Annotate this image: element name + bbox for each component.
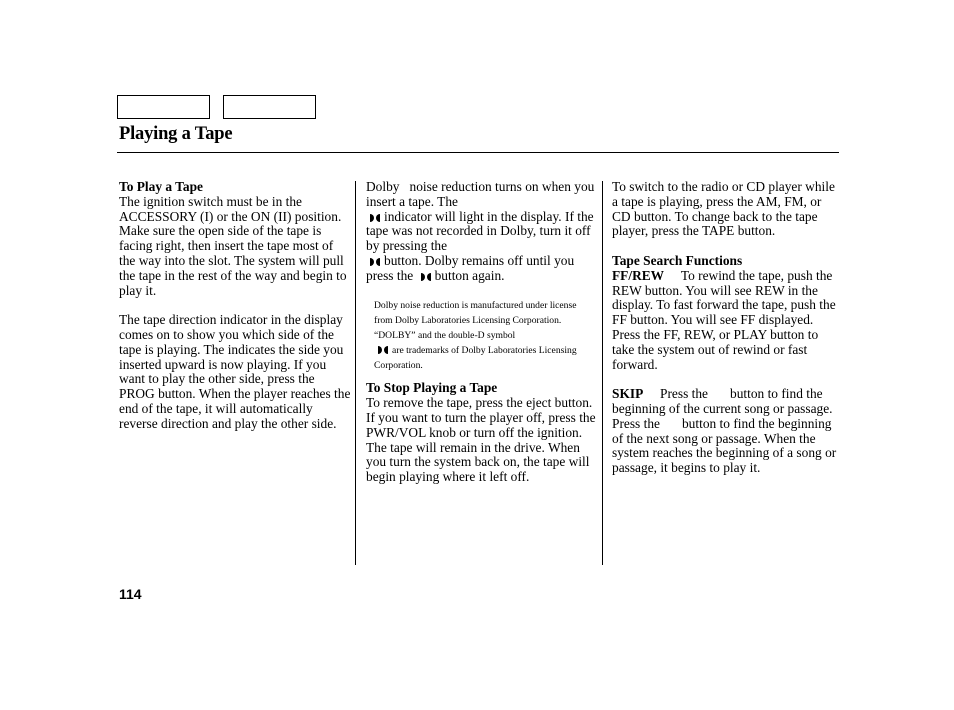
ffrew-label: FF/REW (612, 267, 665, 283)
page-title: Playing a Tape (119, 124, 233, 144)
play-tape-paragraph-1: The ignition switch must be in the ACCESSORY (I) or the ON (II) position. Make sure the open side of the tape is facing right, then insert the tape most of the way into the slot. The system will pull the tape in the rest of the way and begin to play it. (119, 193, 347, 298)
skip-paragraph: SKIP Press the button to find the beginning of the current song or passage. Press the button to find the beginning of the next song or passage. When the system reaches the beginning of a song or passage, it begins to play it. (612, 386, 837, 476)
page-number: 114 (119, 586, 142, 602)
play-tape-heading: To Play a Tape (119, 179, 203, 194)
skip-label: SKIP (612, 386, 644, 402)
column-3 (612, 180, 842, 491)
stop-tape-paragraph: To remove the tape, press the eject button. If you want to turn the player off, press the PWR/VOL knob or turn off the ignition. The tape will remain in the drive. When you turn the system back on, the tape will begin playing where it left off. (366, 395, 596, 485)
dolby-double-d-icon (370, 214, 380, 222)
dolby-button-icon-2 (421, 273, 431, 281)
ffrew-paragraph: FF/REW To rewind the tape, push the REW button. You will see REW in the display. To fast forward the tape, push the FF button. You will see FF displayed. Press the FF, REW, or PLAY button to take the system out of rewind or fast forward. (612, 267, 836, 372)
column-1 (119, 180, 351, 446)
switch-source-paragraph: To switch to the radio or CD player while a tape is playing, press the AM, FM, or CD button. To change back to the tape player, press the TAPE button. (612, 179, 835, 239)
play-tape-paragraph-2: The tape direction indicator in the display comes on to show you which side of the tape is playing. The indicates the side you inserted upward is now playing. If you want to play the other side, press the PROG button. When the player reaches the end of the tape, it will automatically reverse direction and play the other side. (119, 312, 351, 431)
column-2 (366, 180, 596, 500)
dolby-button-icon (370, 258, 380, 266)
dolby-word: Dolby (366, 179, 400, 194)
dolby-double-d-symbol-icon (378, 346, 388, 354)
column-divider-2 (602, 181, 603, 565)
tape-search-heading: Tape Search Functions (612, 252, 743, 268)
dolby-trademark-note: Dolby noise reduction is manufactured under license from Dolby Laboratories Licensing Corporation. “DOLBY” and the double-D symbol are trademarks of Dolby Laboratories Licensing Corporation. (374, 300, 577, 372)
title-rule (117, 152, 839, 153)
column-divider-1 (355, 181, 356, 565)
nav-tab-box-2[interactable] (223, 95, 316, 119)
nav-tab-box-1[interactable] (117, 95, 210, 119)
dolby-paragraph: Dolby noise reduction turns on when you insert a tape. The indicator will light in the display. If the tape was not recorded in Dolby, turn it off by pressing the button. Dolby remains off until you press the button again. (366, 179, 595, 283)
stop-tape-heading: To Stop Playing a Tape (366, 380, 498, 396)
